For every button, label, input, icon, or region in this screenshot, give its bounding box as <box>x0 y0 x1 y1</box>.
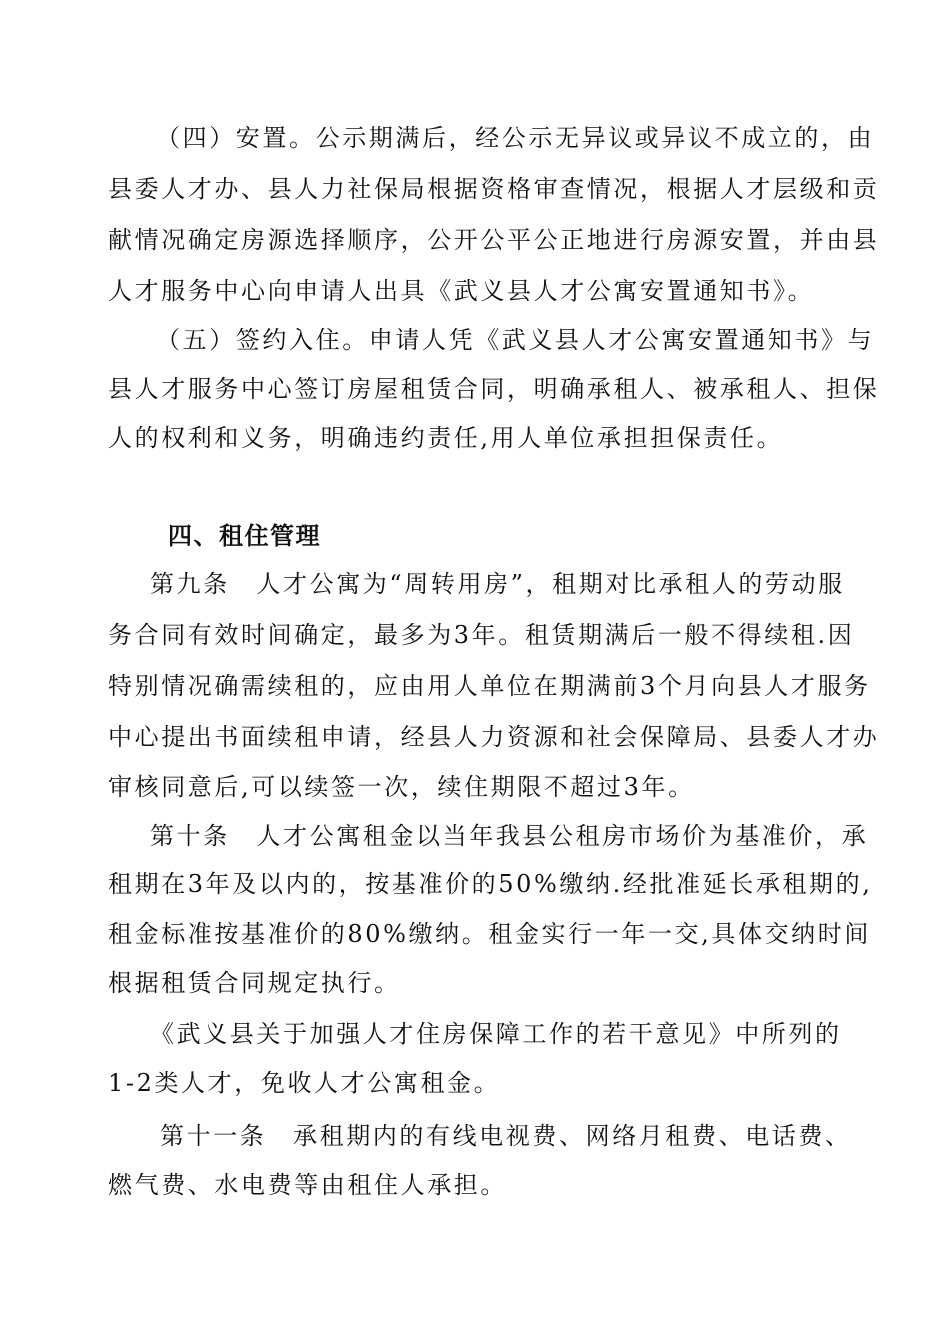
article-10-line-1: 第十条 人才公寓租金以当年我县公租房市场价为基准价，承 <box>150 822 869 850</box>
article-10-line-3: 租金标准按基准价的80%缴纳。租金实行一年一交,具体交纳时间 <box>108 920 871 948</box>
exemption-line-2: 1-2类人才，免收人才公寓租金。 <box>108 1069 501 1097</box>
article-9-line-5: 审核同意后,可以续签一次，续住期限不超过3年。 <box>108 773 695 801</box>
section-4-line-3: 献情况确定房源选择顺序，公开公平公正地进行房源安置，并由县 <box>108 226 880 254</box>
article-10-line-4: 根据租赁合同规定执行。 <box>108 969 401 997</box>
section-5-line-3: 人的权利和义务，明确违约责任,用人单位承担担保责任。 <box>108 424 784 452</box>
article-9-line-2: 务合同有效时间确定，最多为3年。租赁期满后一般不得续租.因 <box>108 621 855 649</box>
section-4-line-2: 县委人才办、县人力社保局根据资格审查情况，根据人才层级和贡 <box>108 175 880 203</box>
chapter-heading: 四、租住管理 <box>168 522 321 550</box>
section-5-line-2: 县人才服务中心签订房屋租赁合同，明确承租人、被承租人、担保 <box>108 375 880 403</box>
article-11-line-1: 第十一条 承租期内的有线电视费、网络月租费、电话费、 <box>160 1122 852 1150</box>
section-4-line-1: （四）安置。公示期满后，经公示无异议或异议不成立的，由 <box>156 124 875 152</box>
article-9-line-4: 中心提出书面续租申请，经县人力资源和社会保障局、县委人才办 <box>108 723 880 751</box>
article-9-line-1: 第九条 人才公寓为“周转用房”，租期对比承租人的劳动服 <box>150 570 845 598</box>
exemption-line-1: 《武义县关于加强人才住房保障工作的若干意见》中所列的 <box>150 1020 842 1048</box>
article-10-line-2: 租期在3年及以内的，按基准价的50%缴纳.经批准延长承租期的, <box>108 870 873 898</box>
article-11-line-2: 燃气费、水电费等由租住人承担。 <box>108 1171 507 1199</box>
section-5-line-1: （五）签约入住。申请人凭《武义县人才公寓安置通知书》与 <box>156 326 875 354</box>
section-4-line-4: 人才服务中心向申请人出具《武义县人才公寓安置通知书》。 <box>108 277 815 305</box>
article-9-line-3: 特别情况确需续租的，应由用人单位在期满前3个月向县人才服务 <box>108 672 871 700</box>
